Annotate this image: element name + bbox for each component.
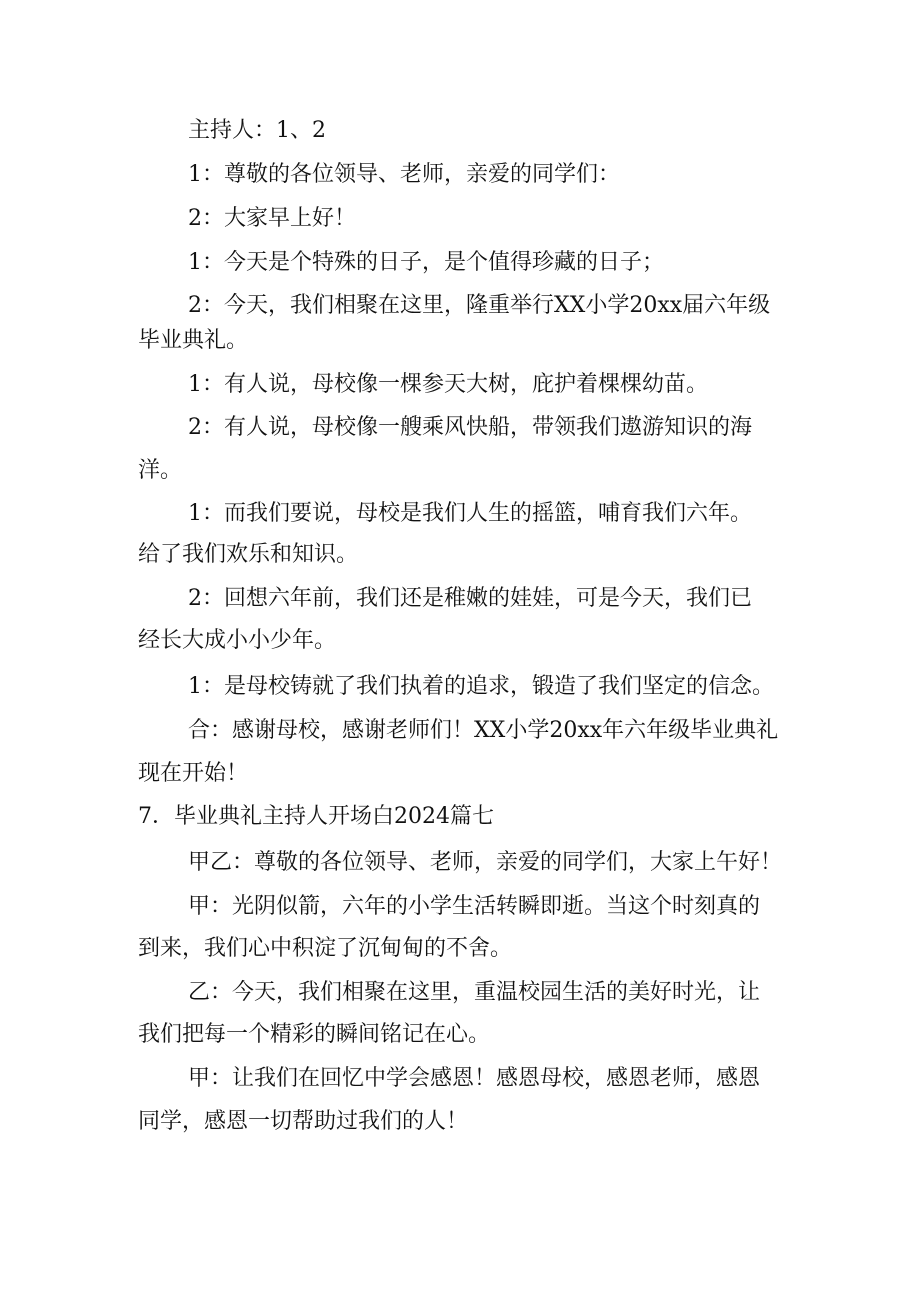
text-line: 1：而我们要说，母校是我们人生的摇篮，哺育我们六年。	[188, 501, 752, 526]
text-line: 到来，我们心中积淀了沉甸甸的不舍。	[138, 936, 513, 961]
text-line: 1：今天是个特殊的日子，是个值得珍藏的日子；	[188, 250, 664, 275]
text-line: 我们把每一个精彩的瞬间铭记在心。	[138, 1022, 491, 1047]
section-heading: 7．毕业典礼主持人开场白2024篇七	[138, 804, 494, 829]
text-line: 合：感谢母校，感谢老师们！XX小学20xx年六年级毕业典礼	[188, 718, 779, 743]
text-line: 经长大成小小少年。	[138, 628, 337, 653]
text-line: 2：今天，我们相聚在这里，隆重举行XX小学20xx届六年级	[188, 293, 771, 318]
text-line: 甲乙：尊敬的各位领导、老师，亲爱的同学们，大家上午好！	[188, 850, 783, 875]
text-line: 2：回想六年前，我们还是稚嫩的娃娃，可是今天，我们已	[188, 586, 752, 611]
text-line: 2：大家早上好！	[188, 206, 356, 231]
text-line: 2：有人说，母校像一艘乘风快船，带领我们遨游知识的海	[188, 415, 752, 440]
text-line: 1：是母校铸就了我们执着的追求，锻造了我们坚定的信念。	[188, 674, 774, 699]
text-line: 给了我们欢乐和知识。	[138, 542, 359, 567]
text-line: 甲：光阴似箭，六年的小学生活转瞬即逝。当这个时刻真的	[188, 894, 761, 919]
text-line: 同学，感恩一切帮助过我们的人！	[138, 1109, 469, 1134]
text-line: 洋。	[138, 458, 183, 483]
text-line: 毕业典礼。	[138, 328, 249, 353]
text-line: 1：尊敬的各位领导、老师，亲爱的同学们：	[188, 162, 620, 187]
text-line: 1：有人说，母校像一棵参天大树，庇护着棵棵幼苗。	[188, 372, 708, 397]
text-line: 乙：今天，我们相聚在这里，重温校园生活的美好时光，让	[188, 980, 761, 1005]
text-line: 甲：让我们在回忆中学会感恩！感恩母校，感恩老师，感恩	[188, 1066, 761, 1091]
text-line: 主持人：1、2	[188, 118, 326, 143]
text-line: 现在开始！	[138, 761, 249, 786]
